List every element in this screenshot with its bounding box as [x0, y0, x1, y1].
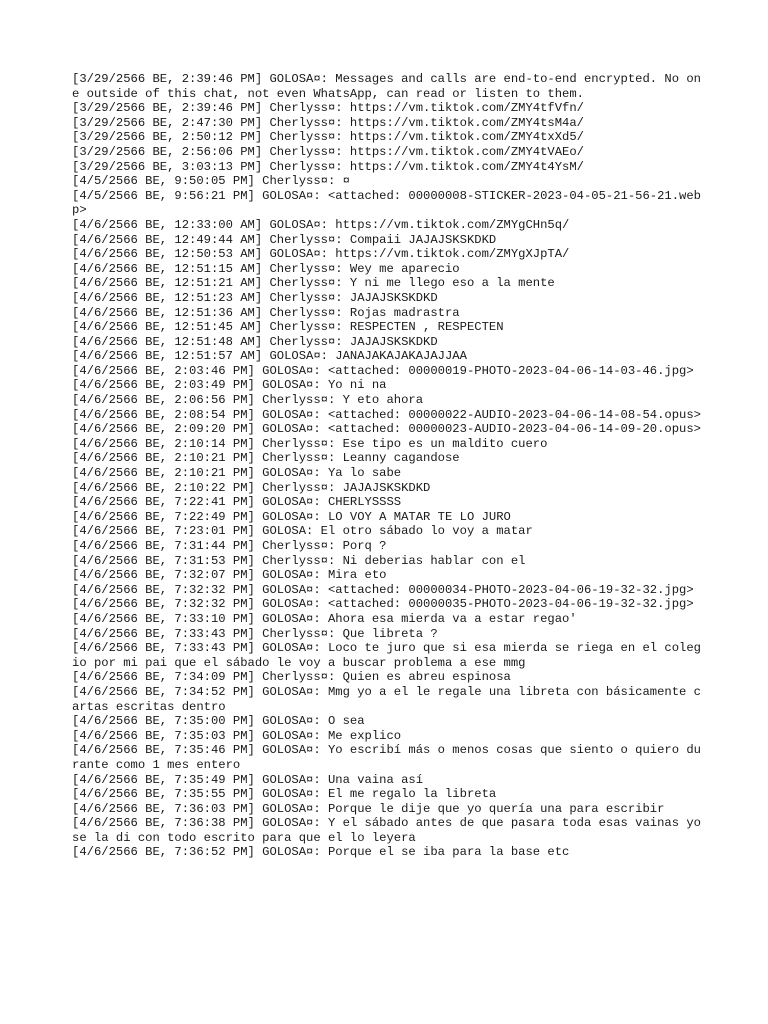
chat-message: [4/6/2566 BE, 2:10:14 PM] Cherlyss¤: Ese tipo es un maldito cuero	[72, 436, 548, 451]
chat-message: [4/6/2566 BE, 12:51:45 AM] Cherlyss¤: RESPECTEN , RESPECTEN	[72, 320, 504, 335]
chat-message: [3/29/2566 BE, 2:47:30 PM] Cherlyss¤: https://vm.tiktok.com/ZMY4tsM4a/	[72, 115, 584, 130]
chat-message: [4/6/2566 BE, 2:03:49 PM] GOLOSA¤: Yo ni na	[72, 378, 387, 393]
chat-message: [4/6/2566 BE, 7:36:38 PM] GOLOSA¤: Y el sábado antes de que pasara toda esas vainas yo se la di con todo escrito para que el lo leyera	[72, 816, 709, 845]
chat-message: [4/6/2566 BE, 12:51:15 AM] Cherlyss¤: Wey me aparecio	[72, 261, 460, 276]
chat-message: [4/6/2566 BE, 2:10:22 PM] Cherlyss¤: JAJAJSKSKDKD	[72, 480, 431, 495]
chat-message: [4/6/2566 BE, 2:09:20 PM] GOLOSA¤: <attached: 00000023-AUDIO-2023-04-06-14-09-20.opus>	[72, 422, 701, 437]
chat-message: [3/29/2566 BE, 2:56:06 PM] Cherlyss¤: https://vm.tiktok.com/ZMY4tVAEo/	[72, 144, 584, 159]
chat-message: [3/29/2566 BE, 3:03:13 PM] Cherlyss¤: https://vm.tiktok.com/ZMY4t4YsM/	[72, 159, 584, 174]
chat-message: [4/6/2566 BE, 7:22:49 PM] GOLOSA¤: LO VOY A MATAR TE LO JURO	[72, 509, 511, 524]
chat-message: [4/6/2566 BE, 2:06:56 PM] Cherlyss¤: Y eto ahora	[72, 393, 424, 408]
chat-message: [4/6/2566 BE, 12:51:23 AM] Cherlyss¤: JAJAJSKSKDKD	[72, 290, 438, 305]
chat-message: [4/6/2566 BE, 7:22:41 PM] GOLOSA¤: CHERLYSSSS	[72, 495, 402, 510]
chat-message: [3/29/2566 BE, 2:39:46 PM] GOLOSA¤: Messages and calls are end-to-end encrypted. No one outside of this chat, not even WhatsApp, can read or listen to them.	[72, 72, 701, 101]
chat-message: [4/6/2566 BE, 12:51:57 AM] GOLOSA¤: JANAJAKAJAKAJAJJAA	[72, 349, 467, 364]
chat-message: [4/6/2566 BE, 7:33:43 PM] GOLOSA¤: Loco te juro que si esa mierda se riega en el colegio por mi pai que el sábado le voy a buscar problema a ese mmg	[72, 641, 701, 670]
chat-message: [4/6/2566 BE, 7:33:10 PM] GOLOSA¤: Ahora esa mierda va a estar regao'	[72, 611, 577, 626]
chat-message: [4/6/2566 BE, 7:36:03 PM] GOLOSA¤: Porque le dije que yo quería una para escribir	[72, 801, 665, 816]
chat-message: [4/6/2566 BE, 7:34:52 PM] GOLOSA¤: Mmg yo a el le regale una libreta con básicamente cartas escritas dentro	[72, 684, 701, 714]
chat-message: [4/6/2566 BE, 12:49:44 AM] Cherlyss¤: Compaii JAJAJSKSKDKD	[72, 232, 497, 247]
chat-message: [4/6/2566 BE, 2:08:54 PM] GOLOSA¤: <attached: 00000022-AUDIO-2023-04-06-14-08-54.opus>	[72, 407, 701, 422]
chat-message: [4/6/2566 BE, 7:31:53 PM] Cherlyss¤: Ni deberias hablar con el	[72, 553, 526, 568]
chat-message: [4/6/2566 BE, 7:35:46 PM] GOLOSA¤: Yo escribí más o menos cosas que siento o quiero durante como 1 mes entero	[72, 743, 701, 772]
chat-message: [3/29/2566 BE, 2:39:46 PM] Cherlyss¤: https://vm.tiktok.com/ZMY4tfVfn/	[72, 101, 584, 116]
chat-log	[72, 72, 708, 860]
chat-message: [4/6/2566 BE, 12:51:21 AM] Cherlyss¤: Y ni me llego eso a la mente	[72, 276, 555, 291]
chat-message: [4/6/2566 BE, 7:32:32 PM] GOLOSA¤: <attached: 00000034-PHOTO-2023-04-06-19-32-32.jpg>	[72, 582, 694, 597]
chat-message: [4/6/2566 BE, 7:34:09 PM] Cherlyss¤: Quien es abreu espinosa	[72, 670, 511, 685]
chat-message: [4/6/2566 BE, 2:10:21 PM] GOLOSA¤: Ya lo sabe	[72, 466, 402, 481]
chat-message: [4/6/2566 BE, 12:50:53 AM] GOLOSA¤: https://vm.tiktok.com/ZMYgXJpTA/	[72, 247, 570, 262]
chat-message: [4/6/2566 BE, 7:31:44 PM] Cherlyss¤: Porq ?	[72, 539, 387, 553]
chat-message: [4/6/2566 BE, 7:35:03 PM] GOLOSA¤: Me explico	[72, 728, 402, 743]
chat-message: [4/6/2566 BE, 12:51:36 AM] Cherlyss¤: Rojas madrastra	[72, 305, 460, 320]
chat-message: [4/6/2566 BE, 7:32:07 PM] GOLOSA¤: Mira eto	[72, 568, 387, 583]
chat-message: [4/6/2566 BE, 12:51:48 AM] Cherlyss¤: JAJAJSKSKDKD	[72, 334, 438, 349]
chat-message: [4/6/2566 BE, 2:03:46 PM] GOLOSA¤: <attached: 00000019-PHOTO-2023-04-06-14-03-46.jpg>	[72, 363, 694, 378]
chat-message: [4/5/2566 BE, 9:50:05 PM] Cherlyss¤: ¤	[72, 174, 350, 189]
chat-message: [4/6/2566 BE, 7:32:32 PM] GOLOSA¤: <attached: 00000035-PHOTO-2023-04-06-19-32-32.jpg>	[72, 597, 694, 612]
chat-message: [4/6/2566 BE, 7:23:01 PM] GOLOSA: El otro sábado lo voy a matar	[72, 524, 533, 539]
chat-message: [4/5/2566 BE, 9:56:21 PM] GOLOSA¤: <attached: 00000008-STICKER-2023-04-05-21-56-21.webp>	[72, 188, 701, 218]
chat-message: [4/6/2566 BE, 2:10:21 PM] Cherlyss¤: Leanny cagandose	[72, 451, 460, 466]
chat-message: [3/29/2566 BE, 2:50:12 PM] Cherlyss¤: https://vm.tiktok.com/ZMY4txXd5/	[72, 130, 584, 145]
chat-message: [4/6/2566 BE, 7:35:49 PM] GOLOSA¤: Una vaina así	[72, 772, 424, 787]
chat-message: [4/6/2566 BE, 7:35:00 PM] GOLOSA¤: O sea	[72, 714, 365, 729]
chat-message: [4/6/2566 BE, 7:36:52 PM] GOLOSA¤: Porque el se iba para la base etc	[72, 845, 570, 860]
chat-message: [4/6/2566 BE, 7:35:55 PM] GOLOSA¤: El me regalo la libreta	[72, 787, 497, 802]
chat-message: [4/6/2566 BE, 12:33:00 AM] GOLOSA¤: https://vm.tiktok.com/ZMYgCHn5q/	[72, 217, 570, 232]
chat-message: [4/6/2566 BE, 7:33:43 PM] Cherlyss¤: Que libreta ?	[72, 626, 438, 641]
